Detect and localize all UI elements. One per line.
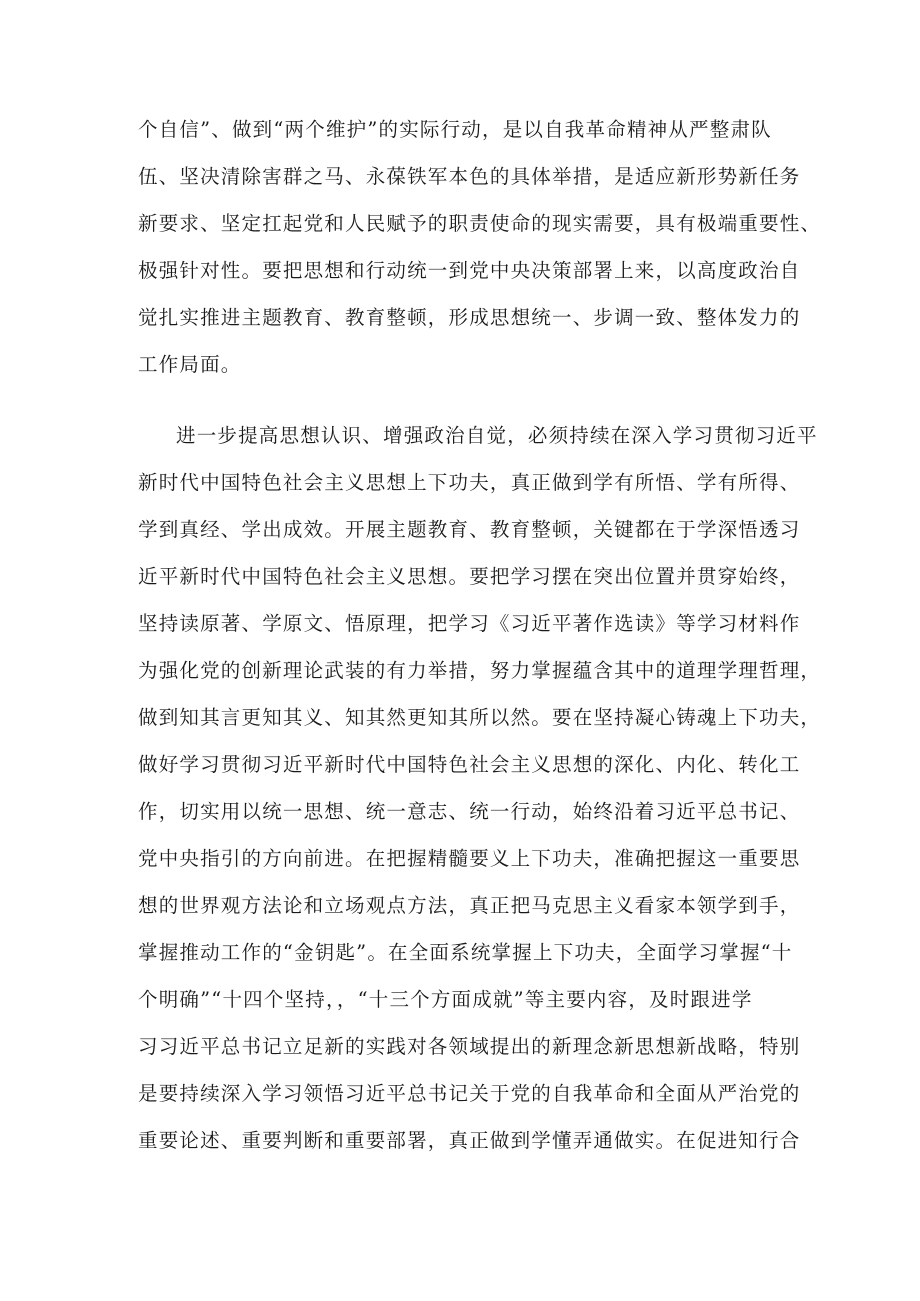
text-line: 坚持读原著、学原文、悟原理，把学习《习近平著作选读》等学习材料作 [138, 612, 801, 635]
text-line: 做好学习贯彻习近平新时代中国特色社会主义思想的深化、内化、转化工 [138, 753, 801, 776]
text-line: 作，切实用以统一思想、统一意志、统一行动，始终沿着习近平总书记、 [138, 800, 801, 823]
text-line: 进一步提高思想认识、增强政治自觉，必须持续在深入学习贯彻习近平 [176, 424, 818, 447]
text-line: 觉扎实推进主题教育、教育整顿，形成思想统一、步调一致、整体发力的 [138, 306, 801, 329]
text-line: 工作局面。 [138, 353, 242, 376]
text-line: 极强针对性。要把思想和行动统一到党中央决策部署上来，以高度政治自 [138, 259, 801, 282]
text-line: 习习近平总书记立足新的实践对各领域提出的新理念新思想新战略，特别 [138, 1035, 801, 1058]
text-line: 新要求、坚定扛起党和人民赋予的职责使命的现实需要，具有极端重要性、 [138, 212, 822, 235]
text-line: 想的世界观方法论和立场观点方法，真正把马克思主义看家本领学到手， [138, 894, 801, 917]
text-line: 为强化党的创新理论武装的有力举措，努力掌握蕴含其中的道理学理哲理， [138, 659, 822, 682]
text-line: 新时代中国特色社会主义思想上下功夫，真正做到学有所悟、学有所得、 [138, 471, 801, 494]
text-line: 重要论述、重要判断和重要部署，真正做到学懂弄通做实。在促进知行合 [138, 1129, 801, 1152]
text-line: 伍、坚决清除害群之马、永葆铁军本色的具体举措，是适应新形势新任务 [138, 165, 801, 188]
text-line: 掌握推动工作的“金钥匙”。在全面系统掌握上下功夫，全面学习掌握“十 [138, 941, 793, 964]
text-line: 近平新时代中国特色社会主义思想。要把学习摆在突出位置并贯穿始终， [138, 565, 801, 588]
text-line: 党中央指引的方向前进。在把握精髓要义上下功夫，准确把握这一重要思 [138, 847, 801, 870]
text-line: 学到真经、学出成效。开展主题教育、教育整顿，关键都在于学深悟透习 [138, 518, 801, 541]
text-line: 个明确”“十四个坚持，，“十三个方面成就”等主要内容，及时跟进学 [138, 988, 753, 1011]
text-line: 个自信”、做到“两个维护”的实际行动，是以自我革命精神从严整肃队 [138, 118, 772, 141]
text-line: 是要持续深入学习领悟习近平总书记关于党的自我革命和全面从严治党的 [138, 1082, 801, 1105]
text-line: 做到知其言更知其义、知其然更知其所以然。要在坚持凝心铸魂上下功夫， [138, 706, 822, 729]
